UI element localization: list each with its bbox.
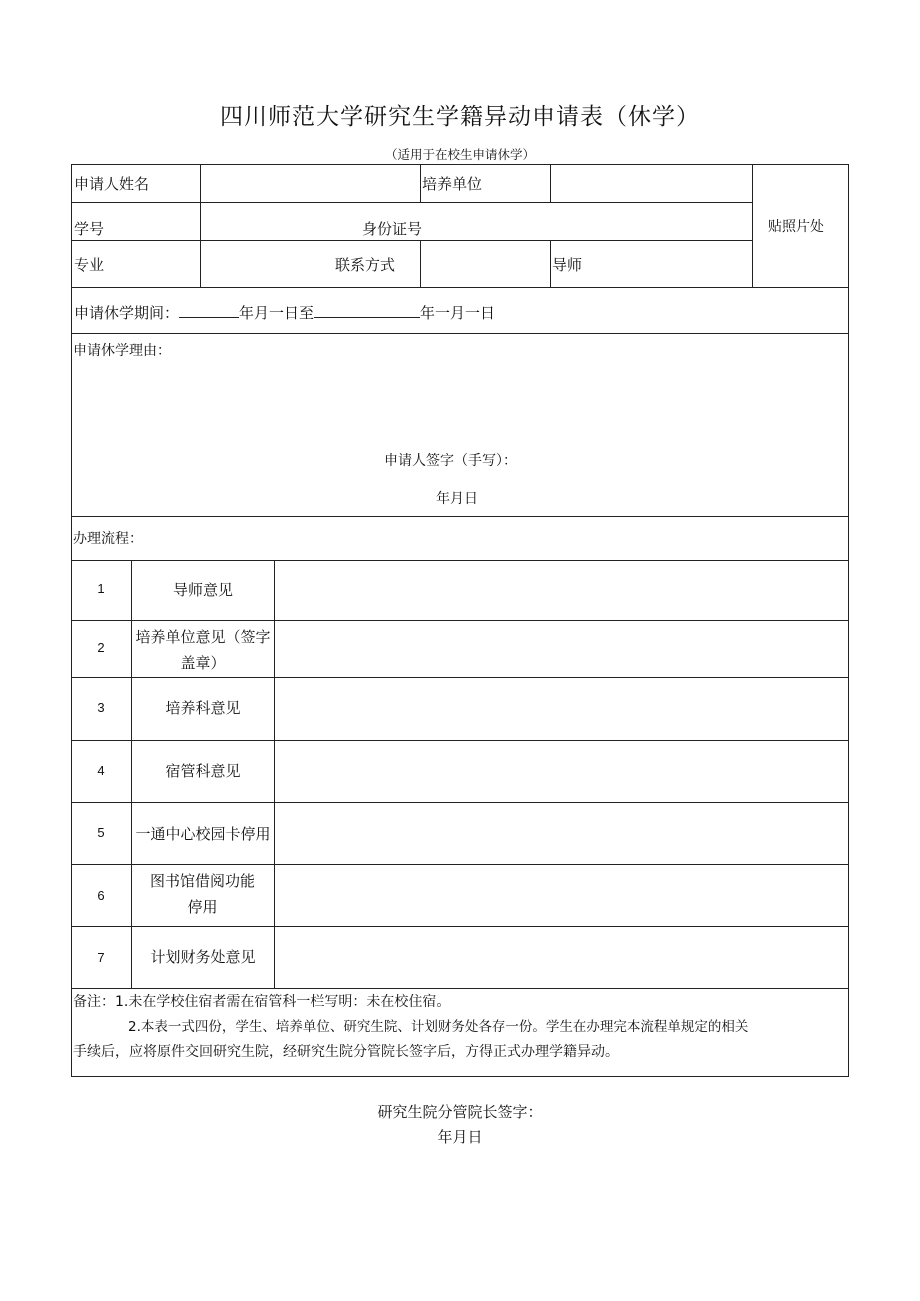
period-year1: 年 bbox=[239, 304, 255, 322]
process-label: 办理流程： bbox=[73, 531, 143, 547]
step-name: 宿管科意见 bbox=[165, 762, 241, 780]
start-year-blank[interactable] bbox=[179, 302, 239, 318]
period-year2: 年一月一日 bbox=[420, 304, 496, 322]
step-number: 1 bbox=[97, 581, 105, 596]
step-number: 6 bbox=[97, 888, 105, 903]
advisor-label: 导师 bbox=[552, 256, 583, 274]
name-field[interactable] bbox=[202, 166, 418, 200]
step-name: 导师意见 bbox=[172, 581, 233, 599]
period-label: 申请休学期间： bbox=[74, 304, 180, 322]
step-name: 一通中心校园卡停用 bbox=[135, 825, 271, 843]
step-name: 培养单位意见（签字盖章） bbox=[135, 628, 271, 672]
dean-signature-label: 研究生院分管院长签字： bbox=[377, 1103, 543, 1121]
step-name: 计划财务处意见 bbox=[150, 948, 256, 966]
note-line-3: 手续后，应将原件交回研究生院，经研究生院分管院长签字后，方得正式办理学籍异动。 bbox=[73, 1044, 619, 1060]
contact-label: 联系方式 bbox=[335, 256, 396, 274]
step-number: 7 bbox=[97, 950, 105, 965]
reason-label: 申请休学理由： bbox=[73, 343, 171, 359]
name-label: 申请人姓名 bbox=[74, 175, 150, 193]
step-number: 3 bbox=[97, 700, 105, 715]
note-line-1: 备注：1.未在学校住宿者需在宿管科一栏写明：未在校住宿。 bbox=[73, 994, 451, 1010]
period-mid: 月一日至 bbox=[254, 304, 315, 322]
note-line-2: 2.本表一式四份，学生、培养单位、研究生院、计划财务处各存一份。学生在办理完本流程单规定的相关 bbox=[128, 1019, 749, 1035]
step-name: 培养科意见 bbox=[165, 699, 241, 717]
dean-date-label: 年月日 bbox=[437, 1128, 483, 1146]
unit-label: 培养单位 bbox=[422, 175, 483, 193]
major-label: 专业 bbox=[74, 256, 105, 274]
student-id-label: 学号 bbox=[74, 220, 105, 238]
unit-field[interactable] bbox=[552, 166, 750, 200]
step-number: 4 bbox=[97, 763, 105, 778]
id-card-label: 身份证号 bbox=[362, 220, 423, 238]
step-number: 5 bbox=[97, 825, 105, 840]
photo-placeholder: 贴照片处 bbox=[768, 219, 824, 235]
form-title: 四川师范大学研究生学籍异动申请表（休学） bbox=[220, 104, 700, 130]
step-number: 2 bbox=[97, 640, 105, 655]
form-subtitle: （适用于在校生申请休学） bbox=[384, 147, 535, 162]
applicant-signature-label: 申请人签字（手写）： bbox=[384, 453, 517, 469]
applicant-date-label: 年月日 bbox=[436, 491, 478, 507]
leave-period bbox=[74, 302, 495, 322]
end-year-blank[interactable] bbox=[314, 302, 420, 318]
step-name: 图书馆借阅功能停用 bbox=[150, 872, 256, 916]
